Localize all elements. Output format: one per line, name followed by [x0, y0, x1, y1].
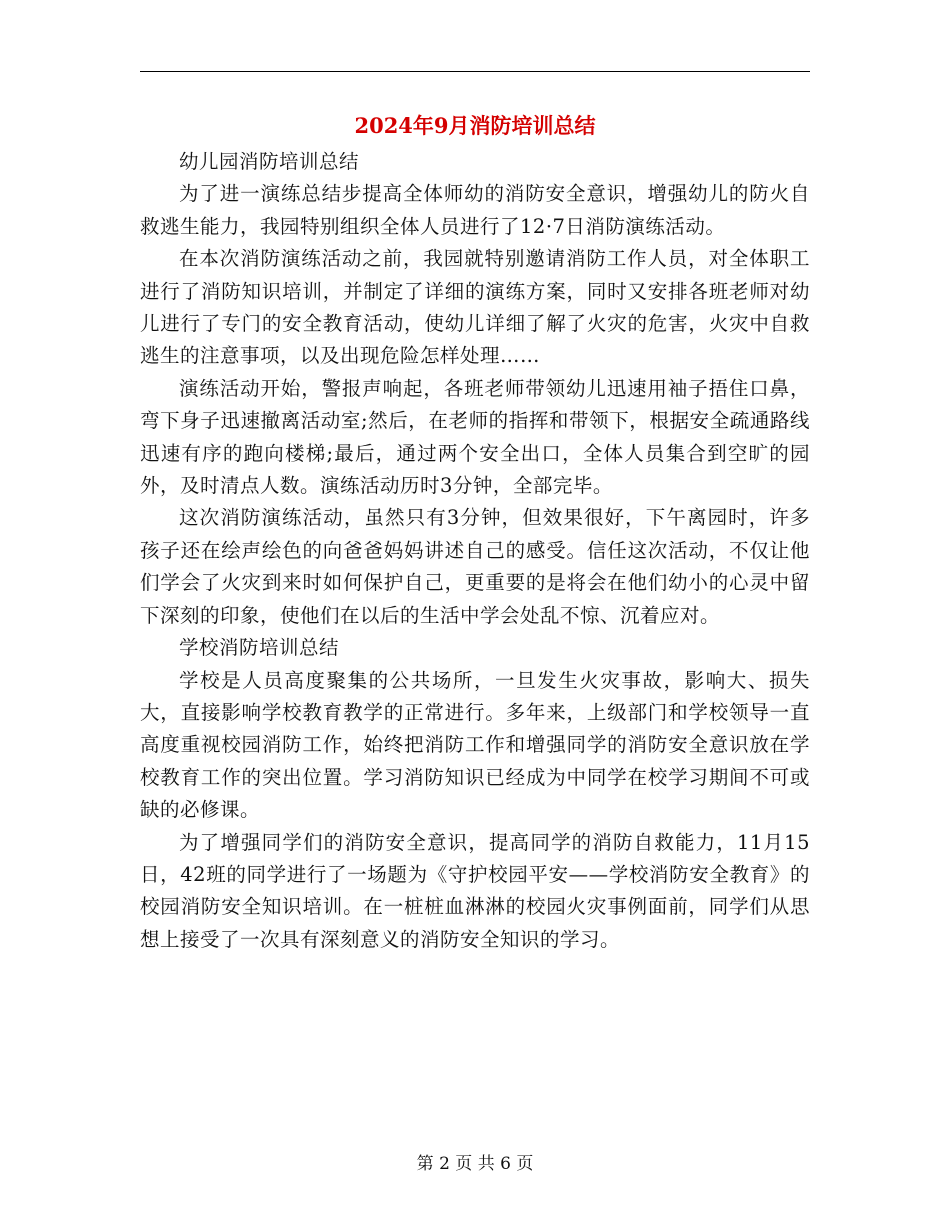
- body-paragraph: 在本次消防演练活动之前，我园就特别邀请消防工作人员，对全体职工进行了消防知识培训，并制定了详细的演练方案，同时又安排各班老师对幼儿进行了专门的安全教育活动，使幼儿详细了解了火灾的危害，火灾中自救逃生的注意事项，以及出现危险怎样处理……: [140, 247, 810, 368]
- body-paragraph: 为了进一演练总结步提高全体师幼的消防安全意识，增强幼儿的防火自救逃生能力，我园特别组织全体人员进行了12·7日消防演练活动。: [140, 182, 810, 238]
- section-heading-kindergarten: 幼儿园消防培训总结: [179, 150, 360, 173]
- body-paragraph: 演练活动开始，警报声响起，各班老师带领幼儿迅速用袖子捂住口鼻，弯下身子迅速撤离活动室;然后，在老师的指挥和带领下，根据安全疏通路线迅速有序的跑向楼梯;最后，通过两个安全出口，全体人员集合到空旷的园外，及时清点人数。演练活动历时3分钟，全部完毕。: [140, 376, 810, 498]
- header-rule: [140, 71, 810, 72]
- body-paragraph: 学校是人员高度聚集的公共场所，一旦发生火灾事故，影响大、损失大，直接影响学校教育教学的正常进行。多年来，上级部门和学校领导一直高度重视校园消防工作，始终把消防工作和增强同学的消防安全意识放在学校教育工作的突出位置。学习消防知识已经成为中同学在校学习期间不可或缺的必修课。: [140, 668, 810, 822]
- document-title: 2024年9月消防培训总结: [354, 113, 596, 138]
- section-heading-school: 学校消防培训总结: [179, 636, 340, 660]
- body-paragraph: 这次消防演练活动，虽然只有3分钟，但效果很好，下午离园时，许多孩子还在绘声绘色的向爸爸妈妈讲述自己的感受。信任这次活动，不仅让他们学会了火灾到来时如何保护自己，更重要的是将会在他们幼小的心灵中留下深刻的印象，使他们在以后的生活中学会处乱不惊、沉着应对。: [140, 506, 810, 627]
- document-body: [140, 146, 810, 956]
- page-number: 第 2 页 共 6 页: [416, 1154, 534, 1174]
- body-paragraph: 为了增强同学们的消防安全意识，提高同学的消防自救能力，11月15日，42班的同学进行了一场题为《守护校园平安——学校消防安全教育》的校园消防安全知识培训。在一桩桩血淋淋的校园火灾事例面前，同学们从思想上接受了一次具有深刻意义的消防安全知识的学习。: [140, 830, 810, 951]
